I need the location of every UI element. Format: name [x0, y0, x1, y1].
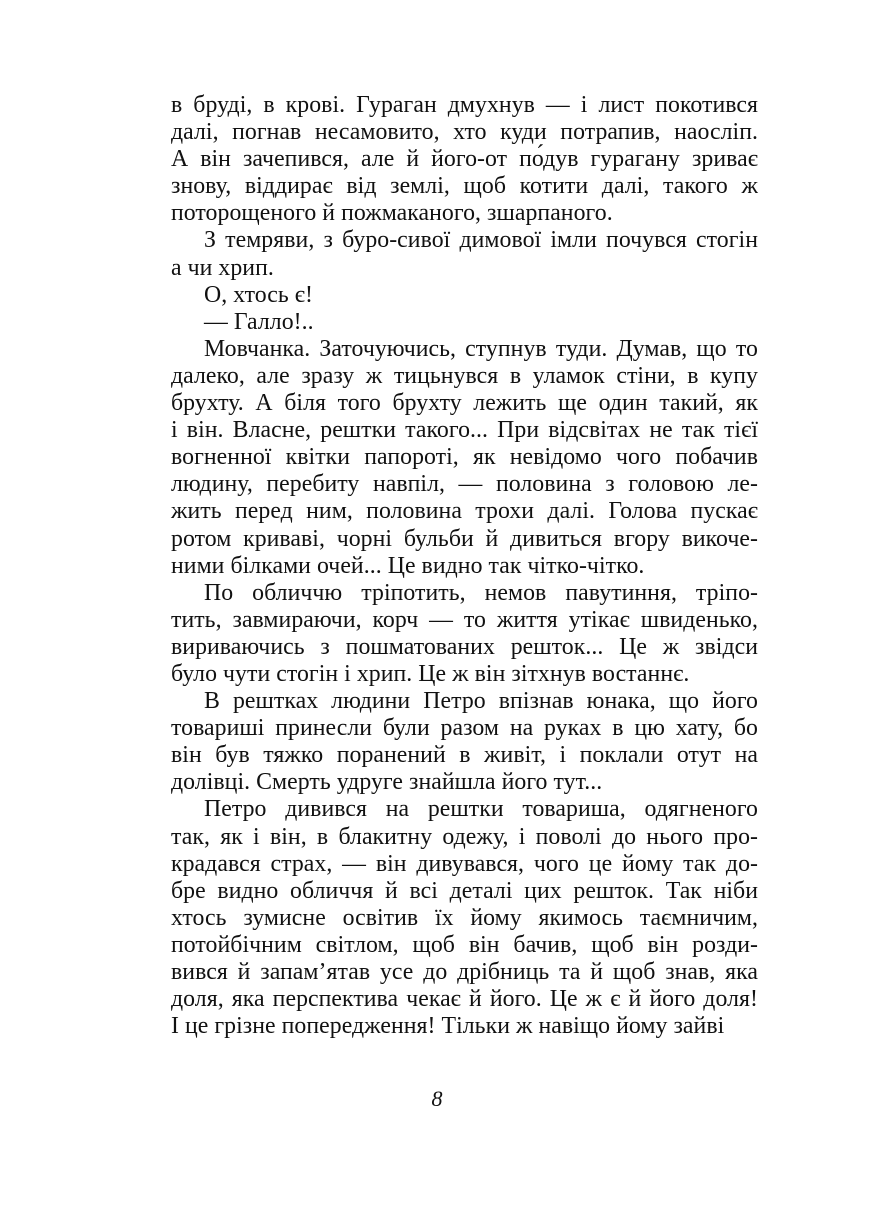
- text-line: так, як і він, в блакитну одежу, і поволі до нього про-: [171, 823, 758, 850]
- text-line: долівці. Смерть удруге знайшла його тут...: [171, 769, 603, 796]
- text-line: знову, віддирає від землі, щоб котити далі, такого ж: [171, 173, 758, 200]
- text-line: в бруді, в крові. Гураган дмухнув — і лист покотився: [171, 92, 758, 118]
- text-line: вився й запам’ятав усе до дрібниць та й щоб знав, яка: [171, 959, 758, 985]
- text-line: З темряви, з буро-сивої димової імли почувся стогін: [204, 227, 758, 254]
- text-line: потойбічним світлом, щоб він бачив, щоб він розди-: [171, 931, 758, 958]
- paragraph: [171, 92, 758, 227]
- text-line: О, хтось є!: [204, 281, 314, 308]
- text-line: і він. Власне, рештки такого... При відсвітах не так тієї: [171, 417, 758, 444]
- text-line: Петро дивився на рештки товариша, одягненого: [204, 796, 758, 823]
- text-line: доля, яка перспектива чекає й його. Це ж є й його доля!: [171, 986, 758, 1013]
- text-line: ними білками очей... Це видно так чітко-чітко.: [171, 552, 645, 579]
- text-line: Мовчанка. Заточуючись, ступнув туди. Думав, що то: [204, 335, 758, 362]
- paragraph: [171, 227, 758, 281]
- text-line: а чи хрип.: [171, 254, 274, 281]
- text-line: По обличчю тріпотить, немов павутиння, тріпо-: [204, 579, 758, 606]
- text-line: тить, завмираючи, корч — то життя утікає швиденько,: [171, 606, 758, 633]
- paragraph: [171, 580, 758, 688]
- text-line: людину, перебиту навпіл, — половина з головою ле-: [171, 471, 758, 498]
- text-line: вириваючись з пошматованих решток... Це ж звідси: [171, 633, 758, 660]
- page-number: 8: [431, 1086, 443, 1111]
- text-line: брухту. А біля того брухту лежить ще один такий, як: [171, 390, 758, 417]
- text-line: він був тяжко поранений в живіт, і поклали отут на: [171, 742, 758, 769]
- text-line: І це грізне попередження! Тільки ж навіщо йому зайві: [171, 1013, 725, 1040]
- paragraph: [171, 796, 758, 1040]
- text-line: товариші принесли були разом на руках в цю хату, бо: [171, 715, 758, 742]
- paragraph: [171, 309, 758, 336]
- text-line: хтось зумисне освітив їх йому якимось таємничим,: [171, 904, 758, 931]
- text-line: було чути стогін і хрип. Це ж він зітхнув востаннє.: [171, 660, 690, 687]
- text-line: вогненної квітки папороті, як невідомо чого побачив: [171, 444, 758, 471]
- page-body-text: [171, 92, 758, 1040]
- text-line: В рештках людини Петро впізнав юнака, що його: [204, 688, 758, 715]
- text-line: жить перед ним, половина трохи далі. Голова пускає: [171, 498, 758, 525]
- text-line: — Галло!..: [204, 308, 314, 335]
- text-line: поторощеного й пожмаканого, зшарпаного.: [171, 200, 613, 227]
- text-line: далеко, але зразу ж тицьнувся в уламок стіни, в купу: [171, 362, 758, 389]
- paragraph: [171, 282, 758, 309]
- paragraph: [171, 688, 758, 796]
- text-line: крадався страх, — він дивувався, чого це йому так до-: [171, 850, 758, 877]
- text-line: бре видно обличчя й всі деталі цих решток. Так ніби: [171, 877, 758, 904]
- text-line: далі, погнав несамовито, хто куди потрапив, наосліп.: [171, 119, 758, 146]
- text-line: ротом криваві, чорні бульби й дивиться вгору викоче-: [171, 525, 758, 552]
- paragraph: [171, 336, 758, 580]
- text-line: А він зачепився, але й його-от по́дув гурагану зриває: [171, 146, 758, 173]
